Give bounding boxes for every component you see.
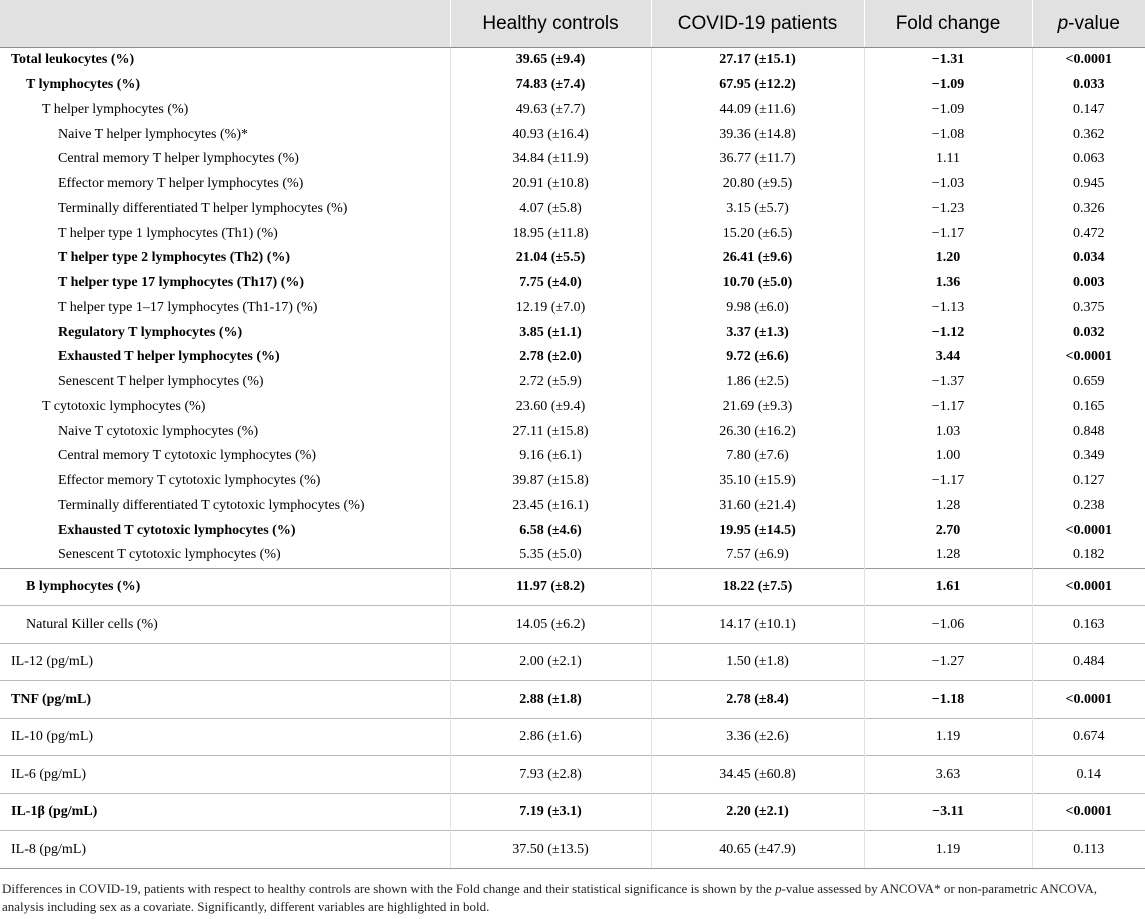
- table-row: [0, 444, 1145, 469]
- cell-fold-change: 1.28: [864, 543, 1032, 568]
- cell-covid-patients: 2.20 (±2.1): [651, 793, 864, 831]
- cell-healthy-controls: 2.86 (±1.6): [450, 718, 651, 756]
- cell-variable: T helper type 1–17 lymphocytes (Th1-17) (%): [58, 299, 318, 315]
- cell-covid-patients: 3.37 (±1.3): [651, 320, 864, 345]
- cell-fold-change: 1.28: [864, 494, 1032, 519]
- cell-variable: IL-6 (pg/mL): [0, 756, 450, 794]
- cell-variable: T helper type 17 lymphocytes (Th17) (%): [58, 275, 305, 291]
- table-row: [0, 122, 1145, 147]
- table-row: [0, 370, 1145, 395]
- table-row: [0, 246, 1145, 271]
- cell-covid-patients: 7.57 (±6.9): [651, 543, 864, 568]
- cell-covid-patients: 36.77 (±11.7): [651, 147, 864, 172]
- table-row: [0, 681, 1145, 719]
- cell-healthy-controls: 2.78 (±2.0): [450, 345, 651, 370]
- cell-variable: TNF (pg/mL): [0, 681, 450, 719]
- cell-p-value: 0.238: [1032, 494, 1145, 519]
- cell-variable: Terminally differentiated T cytotoxic lymphocytes (%): [58, 497, 365, 513]
- cell-p-value: 0.003: [1032, 271, 1145, 296]
- cell-fold-change: 1.36: [864, 271, 1032, 296]
- cell-variable: Effector memory T helper lymphocytes (%): [58, 176, 304, 192]
- header-p-rest: -value: [1068, 12, 1120, 34]
- cell-p-value: 0.362: [1032, 122, 1145, 147]
- cell-p-value: <0.0001: [1032, 518, 1145, 543]
- cell-variable: Senescent T cytotoxic lymphocytes (%): [58, 547, 281, 563]
- cell-fold-change: −1.13: [864, 296, 1032, 321]
- cell-variable: T helper lymphocytes (%): [42, 101, 189, 117]
- cell-variable: Naive T cytotoxic lymphocytes (%): [58, 423, 259, 439]
- cell-variable: IL-10 (pg/mL): [0, 718, 450, 756]
- cell-covid-patients: 27.17 (±15.1): [651, 48, 864, 73]
- cell-p-value: <0.0001: [1032, 793, 1145, 831]
- cell-fold-change: 1.11: [864, 147, 1032, 172]
- cell-covid-patients: 31.60 (±21.4): [651, 494, 864, 519]
- cell-covid-patients: 3.15 (±5.7): [651, 197, 864, 222]
- cell-healthy-controls: 20.91 (±10.8): [450, 172, 651, 197]
- cell-healthy-controls: 21.04 (±5.5): [450, 246, 651, 271]
- cell-p-value: 0.14: [1032, 756, 1145, 794]
- cell-variable: B lymphocytes (%): [0, 568, 450, 606]
- cell-healthy-controls: 7.19 (±3.1): [450, 793, 651, 831]
- cell-covid-patients: 35.10 (±15.9): [651, 469, 864, 494]
- cell-variable: Exhausted T helper lymphocytes (%): [58, 349, 280, 365]
- table-row: [0, 568, 1145, 606]
- table-row: [0, 221, 1145, 246]
- cell-covid-patients: 20.80 (±9.5): [651, 172, 864, 197]
- cell-fold-change: −1.12: [864, 320, 1032, 345]
- cell-p-value: <0.0001: [1032, 48, 1145, 73]
- table-row: [0, 518, 1145, 543]
- cell-healthy-controls: 14.05 (±6.2): [450, 606, 651, 644]
- cell-healthy-controls: 40.93 (±16.4): [450, 122, 651, 147]
- table-row: [0, 606, 1145, 644]
- cell-variable: Regulatory T lymphocytes (%): [58, 324, 243, 340]
- cell-p-value: 0.034: [1032, 246, 1145, 271]
- cell-fold-change: −1.37: [864, 370, 1032, 395]
- table-row: [0, 395, 1145, 420]
- cell-healthy-controls: 3.85 (±1.1): [450, 320, 651, 345]
- cell-p-value: 0.349: [1032, 444, 1145, 469]
- cell-healthy-controls: 27.11 (±15.8): [450, 419, 651, 444]
- table-row: [0, 469, 1145, 494]
- cell-p-value: 0.163: [1032, 606, 1145, 644]
- cell-variable: Exhausted T cytotoxic lymphocytes (%): [58, 522, 296, 538]
- cell-p-value: <0.0001: [1032, 345, 1145, 370]
- cell-fold-change: −1.08: [864, 122, 1032, 147]
- cell-covid-patients: 40.65 (±47.9): [651, 831, 864, 869]
- cell-p-value: 0.326: [1032, 197, 1145, 222]
- cell-healthy-controls: 9.16 (±6.1): [450, 444, 651, 469]
- cell-covid-patients: 9.72 (±6.6): [651, 345, 864, 370]
- cell-covid-patients: 10.70 (±5.0): [651, 271, 864, 296]
- cell-variable: Natural Killer cells (%): [0, 606, 450, 644]
- table-row: [0, 271, 1145, 296]
- cell-healthy-controls: 23.60 (±9.4): [450, 395, 651, 420]
- table-row: [0, 345, 1145, 370]
- table-row: [0, 756, 1145, 794]
- cell-covid-patients: 44.09 (±11.6): [651, 98, 864, 123]
- cell-fold-change: −1.17: [864, 395, 1032, 420]
- cell-fold-change: 1.19: [864, 718, 1032, 756]
- cell-p-value: 0.165: [1032, 395, 1145, 420]
- cell-covid-patients: 67.95 (±12.2): [651, 73, 864, 98]
- cell-covid-patients: 1.86 (±2.5): [651, 370, 864, 395]
- cell-variable: T helper type 2 lymphocytes (Th2) (%): [58, 250, 291, 266]
- table-row: [0, 73, 1145, 98]
- cell-healthy-controls: 7.75 (±4.0): [450, 271, 651, 296]
- table-row: [0, 643, 1145, 681]
- table-row: [0, 147, 1145, 172]
- header-covid-patients: COVID-19 patients: [651, 0, 864, 48]
- cell-covid-patients: 15.20 (±6.5): [651, 221, 864, 246]
- table-body: [0, 48, 1145, 869]
- table-header: [0, 0, 1145, 48]
- cell-healthy-controls: 7.93 (±2.8): [450, 756, 651, 794]
- cell-covid-patients: 18.22 (±7.5): [651, 568, 864, 606]
- cell-p-value: 0.375: [1032, 296, 1145, 321]
- cell-fold-change: −1.09: [864, 98, 1032, 123]
- cell-p-value: 0.182: [1032, 543, 1145, 568]
- cell-covid-patients: 26.41 (±9.6): [651, 246, 864, 271]
- cell-healthy-controls: 37.50 (±13.5): [450, 831, 651, 869]
- table-footnote: [2, 880, 1142, 916]
- cell-p-value: <0.0001: [1032, 681, 1145, 719]
- cell-healthy-controls: 74.83 (±7.4): [450, 73, 651, 98]
- cell-fold-change: −1.17: [864, 469, 1032, 494]
- cell-variable: T lymphocytes (%): [26, 77, 141, 93]
- footnote-p-italic: p: [775, 881, 782, 896]
- table-row: [0, 320, 1145, 345]
- cell-covid-patients: 2.78 (±8.4): [651, 681, 864, 719]
- cell-p-value: 0.472: [1032, 221, 1145, 246]
- cell-variable: Senescent T helper lymphocytes (%): [58, 374, 264, 390]
- cell-covid-patients: 3.36 (±2.6): [651, 718, 864, 756]
- cell-p-value: 0.484: [1032, 643, 1145, 681]
- cell-fold-change: −1.17: [864, 221, 1032, 246]
- cell-p-value: 0.113: [1032, 831, 1145, 869]
- cell-fold-change: 1.03: [864, 419, 1032, 444]
- table-row: [0, 718, 1145, 756]
- cell-healthy-controls: 39.65 (±9.4): [450, 48, 651, 73]
- cell-variable: Naive T helper lymphocytes (%)*: [58, 126, 248, 142]
- cell-fold-change: −3.11: [864, 793, 1032, 831]
- cell-healthy-controls: 49.63 (±7.7): [450, 98, 651, 123]
- header-variable: [0, 0, 450, 48]
- cell-healthy-controls: 5.35 (±5.0): [450, 543, 651, 568]
- header-fold-change: Fold change: [864, 0, 1032, 48]
- cell-p-value: <0.0001: [1032, 568, 1145, 606]
- cell-p-value: 0.674: [1032, 718, 1145, 756]
- cell-p-value: 0.147: [1032, 98, 1145, 123]
- table-row: [0, 831, 1145, 869]
- cell-fold-change: 2.70: [864, 518, 1032, 543]
- cell-fold-change: −1.31: [864, 48, 1032, 73]
- cell-covid-patients: 19.95 (±14.5): [651, 518, 864, 543]
- header-p-value: [1032, 0, 1145, 48]
- table-row: [0, 793, 1145, 831]
- table-row: [0, 48, 1145, 73]
- cell-p-value: 0.945: [1032, 172, 1145, 197]
- cell-variable: IL-8 (pg/mL): [0, 831, 450, 869]
- header-healthy-controls: Healthy controls: [450, 0, 651, 48]
- cell-variable: Total leukocytes (%): [11, 52, 135, 68]
- cell-variable: Terminally differentiated T helper lymphocytes (%): [58, 200, 348, 216]
- cell-covid-patients: 39.36 (±14.8): [651, 122, 864, 147]
- table-row: [0, 172, 1145, 197]
- cell-healthy-controls: 12.19 (±7.0): [450, 296, 651, 321]
- table-row: [0, 296, 1145, 321]
- cell-healthy-controls: 23.45 (±16.1): [450, 494, 651, 519]
- table-row: [0, 494, 1145, 519]
- cell-fold-change: 1.20: [864, 246, 1032, 271]
- cell-covid-patients: 26.30 (±16.2): [651, 419, 864, 444]
- cell-covid-patients: 14.17 (±10.1): [651, 606, 864, 644]
- cell-healthy-controls: 4.07 (±5.8): [450, 197, 651, 222]
- cell-healthy-controls: 2.72 (±5.9): [450, 370, 651, 395]
- cell-healthy-controls: 34.84 (±11.9): [450, 147, 651, 172]
- table-row: [0, 543, 1145, 568]
- cell-fold-change: 1.19: [864, 831, 1032, 869]
- cell-healthy-controls: 18.95 (±11.8): [450, 221, 651, 246]
- cell-variable: Central memory T helper lymphocytes (%): [58, 151, 299, 167]
- cell-covid-patients: 34.45 (±60.8): [651, 756, 864, 794]
- cell-variable: IL-1β (pg/mL): [0, 793, 450, 831]
- cell-healthy-controls: 2.88 (±1.8): [450, 681, 651, 719]
- cell-fold-change: −1.18: [864, 681, 1032, 719]
- cell-fold-change: −1.23: [864, 197, 1032, 222]
- cell-variable: T cytotoxic lymphocytes (%): [42, 398, 206, 414]
- cell-fold-change: −1.27: [864, 643, 1032, 681]
- cell-fold-change: 3.63: [864, 756, 1032, 794]
- cell-fold-change: −1.03: [864, 172, 1032, 197]
- cell-p-value: 0.063: [1032, 147, 1145, 172]
- cell-fold-change: −1.06: [864, 606, 1032, 644]
- cell-variable: Central memory T cytotoxic lymphocytes (%): [58, 448, 317, 464]
- header-p-italic: p: [1057, 12, 1069, 34]
- cell-p-value: 0.848: [1032, 419, 1145, 444]
- table-row: [0, 419, 1145, 444]
- cell-covid-patients: 9.98 (±6.0): [651, 296, 864, 321]
- cell-variable: T helper type 1 lymphocytes (Th1) (%): [58, 225, 278, 241]
- cell-healthy-controls: 39.87 (±15.8): [450, 469, 651, 494]
- cell-p-value: 0.033: [1032, 73, 1145, 98]
- cell-variable: IL-12 (pg/mL): [0, 643, 450, 681]
- cell-fold-change: −1.09: [864, 73, 1032, 98]
- cell-covid-patients: 21.69 (±9.3): [651, 395, 864, 420]
- cell-variable: Effector memory T cytotoxic lymphocytes (%): [58, 473, 321, 489]
- table-row: [0, 98, 1145, 123]
- cell-p-value: 0.659: [1032, 370, 1145, 395]
- cell-healthy-controls: 11.97 (±8.2): [450, 568, 651, 606]
- cell-fold-change: 3.44: [864, 345, 1032, 370]
- cell-p-value: 0.127: [1032, 469, 1145, 494]
- cell-covid-patients: 7.80 (±7.6): [651, 444, 864, 469]
- cell-covid-patients: 1.50 (±1.8): [651, 643, 864, 681]
- footnote-text-1: Differences in COVID-19, patients with respect to healthy controls are shown with the Fold change and their statistical significance is shown by the: [2, 881, 776, 896]
- cell-healthy-controls: 6.58 (±4.6): [450, 518, 651, 543]
- table-row: [0, 197, 1145, 222]
- cell-healthy-controls: 2.00 (±2.1): [450, 643, 651, 681]
- cell-fold-change: 1.61: [864, 568, 1032, 606]
- cell-fold-change: 1.00: [864, 444, 1032, 469]
- footnote-text-2: -value assessed by ANCOVA* or non-parametric ANCOVA, analysis including sex as a covariate. Significantly, different variables are highlighted in bold.: [2, 881, 1098, 914]
- cell-p-value: 0.032: [1032, 320, 1145, 345]
